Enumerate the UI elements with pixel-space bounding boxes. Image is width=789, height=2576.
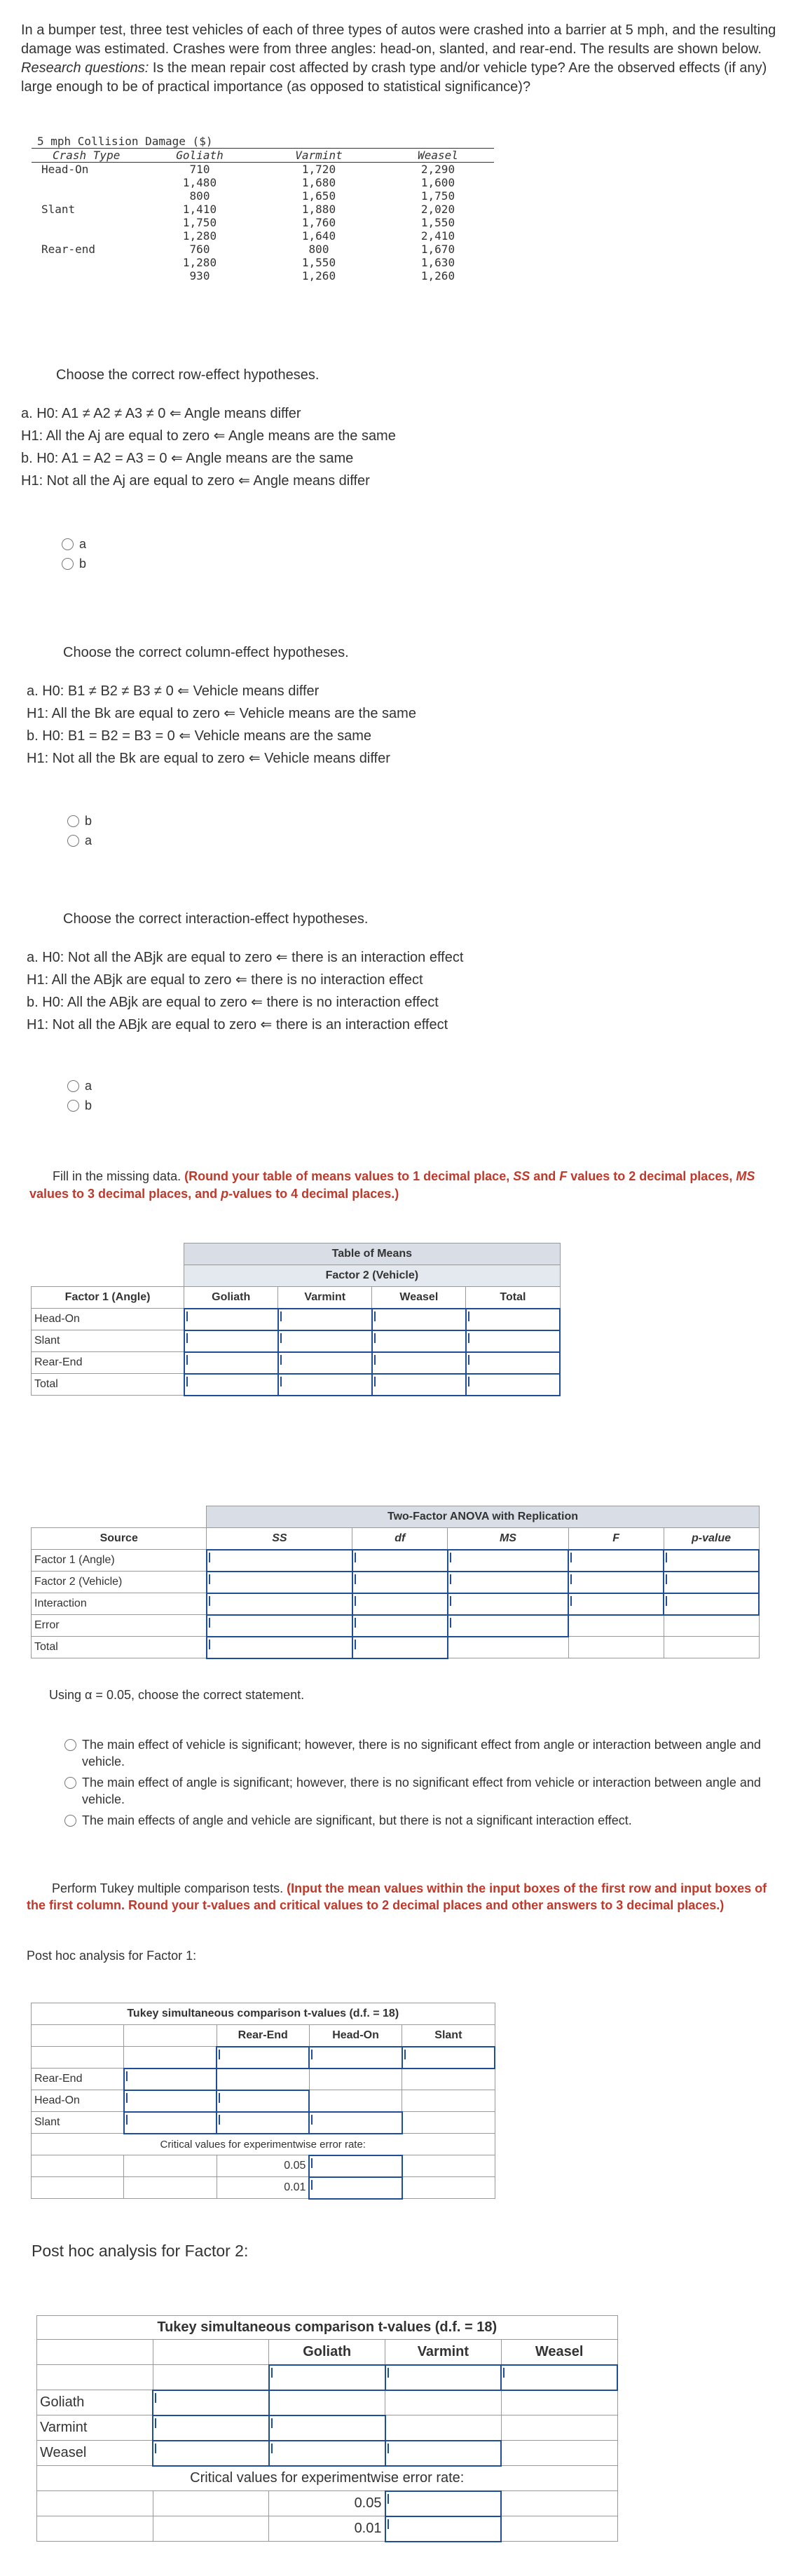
mean-value-input[interactable] bbox=[466, 1374, 560, 1396]
mean-input[interactable] bbox=[153, 2415, 269, 2441]
anova-title: Two-Factor ANOVA with Replication bbox=[207, 1506, 759, 1528]
tukey-prompt: Perform Tukey multiple comparison tests. (Input the mean values within the input boxes of the first row and input boxes of the first column. Round your t-values and critical values to 2 decimal places and other answers to 3 decimal places.) bbox=[27, 1881, 767, 1912]
mean-input[interactable] bbox=[309, 2047, 402, 2069]
interaction-effect-options bbox=[67, 1076, 92, 1115]
mean-value-input[interactable] bbox=[466, 1309, 560, 1330]
column-effect-options bbox=[67, 811, 92, 850]
radio-circle[interactable] bbox=[67, 1100, 79, 1112]
means-row: Total bbox=[32, 1374, 561, 1396]
anova-row: Interaction bbox=[32, 1593, 760, 1615]
data-table-row: 1,280 1,640 2,410 bbox=[182, 229, 455, 243]
mean-value-input[interactable] bbox=[466, 1330, 560, 1352]
anova-value-input[interactable] bbox=[352, 1637, 448, 1658]
posthoc1-label: Post hoc analysis for Factor 1: bbox=[27, 1949, 197, 1963]
column-option-a[interactable]: a bbox=[67, 831, 92, 850]
means-factor2-label: Factor 2 (Vehicle) bbox=[184, 1265, 560, 1287]
anova-row: Factor 2 (Vehicle) bbox=[32, 1572, 760, 1593]
radio-circle[interactable] bbox=[64, 1777, 76, 1789]
critical-value-input[interactable] bbox=[309, 2177, 402, 2199]
posthoc1-title: Tukey simultaneous comparison t-values (d.f. = 18) bbox=[32, 2003, 495, 2025]
data-table-row: 1,750 1,760 1,550 bbox=[182, 216, 455, 229]
mean-value-input[interactable] bbox=[278, 1309, 372, 1330]
t-value-input[interactable] bbox=[217, 2090, 309, 2112]
posthoc-row: Weasel bbox=[37, 2441, 618, 2466]
anova-value-input[interactable] bbox=[207, 1637, 352, 1658]
means-row: Slant bbox=[32, 1330, 561, 1352]
statement-option[interactable]: The main effect of angle is significant; however, there is no significant effect from vehicle or interaction between angle and vehicle. bbox=[64, 1774, 772, 1808]
data-table-row: 1,280 1,550 1,630 bbox=[182, 256, 455, 269]
anova-value-input[interactable] bbox=[568, 1572, 664, 1593]
means-title: Table of Means bbox=[184, 1243, 560, 1265]
mean-value-input[interactable] bbox=[372, 1309, 466, 1330]
mean-input[interactable] bbox=[124, 2090, 217, 2112]
fill-in-prompt: Fill in the missing data. (Round your table of means values to 1 decimal place, SS and F values to 2 decimal places, MS values to 3 decimal places, and p-values to 4 decimal places.) bbox=[29, 1169, 755, 1201]
mean-value-input[interactable] bbox=[372, 1352, 466, 1374]
anova-value-input[interactable] bbox=[448, 1593, 568, 1615]
means-row: Rear-End bbox=[32, 1352, 561, 1374]
mean-input[interactable] bbox=[217, 2047, 309, 2069]
mean-input[interactable] bbox=[402, 2047, 495, 2069]
row-option-b[interactable]: b bbox=[62, 554, 86, 573]
t-value-input[interactable] bbox=[309, 2112, 402, 2134]
mean-value-input[interactable] bbox=[184, 1309, 278, 1330]
radio-circle[interactable] bbox=[67, 835, 79, 847]
collision-data-table bbox=[32, 135, 494, 282]
table-of-means: Table of Means Factor 2 (Vehicle) Factor 1 (Angle) Goliath Varmint Weasel Total Head-On Slant Rear-End Total bbox=[31, 1243, 561, 1396]
radio-circle[interactable] bbox=[62, 538, 74, 550]
statement-option[interactable]: The main effects of angle and vehicle are significant, but there is not a significant interaction effect. bbox=[64, 1812, 772, 1829]
mean-value-input[interactable] bbox=[466, 1352, 560, 1374]
anova-value-input[interactable] bbox=[568, 1550, 664, 1572]
anova-value-input[interactable] bbox=[664, 1550, 759, 1572]
posthoc1-table: Tukey simultaneous comparison t-values (d.f. = 18) Rear-End Head-On Slant Rear-End Head-On Slant Critical values for experimentwise error rate: 0.05 0.01 bbox=[31, 2003, 495, 2200]
means-factor1-label: Factor 1 (Angle) bbox=[32, 1287, 184, 1309]
anova-row: Error bbox=[32, 1615, 760, 1637]
posthoc-row: Goliath bbox=[37, 2390, 618, 2415]
interaction-option-a[interactable]: a bbox=[67, 1076, 92, 1096]
row-effect-options bbox=[62, 534, 86, 573]
posthoc2-label: Post hoc analysis for Factor 2: bbox=[32, 2242, 249, 2260]
statement-prompt: Using α = 0.05, choose the correct statement. bbox=[49, 1688, 305, 1702]
statement-options bbox=[64, 1736, 772, 1829]
data-table-row: 1,480 1,680 1,600 bbox=[182, 176, 455, 189]
anova-value-input[interactable] bbox=[352, 1615, 448, 1637]
posthoc2-table: Tukey simultaneous comparison t-values (d.f. = 18) Goliath Varmint Weasel Goliath Varmint Weasel Critical values for experimentwise error rate: 0.05 0.01 bbox=[36, 2315, 618, 2542]
mean-input[interactable] bbox=[124, 2069, 217, 2090]
data-table-row: Rear-end 760 800 1,670 bbox=[41, 243, 455, 256]
data-table-row: 930 1,260 1,260 bbox=[189, 269, 455, 282]
anova-row: Factor 1 (Angle) bbox=[32, 1550, 760, 1572]
t-value-input[interactable] bbox=[217, 2112, 309, 2134]
data-table-row: Head-On 710 1,720 2,290 bbox=[41, 163, 455, 176]
data-table-row: Slant 1,410 1,880 2,020 bbox=[41, 203, 455, 216]
means-row: Head-On bbox=[32, 1309, 561, 1330]
critical-value-input[interactable] bbox=[385, 2516, 502, 2542]
anova-value-input[interactable] bbox=[207, 1593, 352, 1615]
row-effect-hypotheses: a. H0: A1 ≠ A2 ≠ A3 ≠ 0 ⇐ Angle means differ H1: All the Aj are equal to zero ⇐ Angle means are the same b. H0: A1 = A2 = A3 = 0 ⇐ Angle means are the same H1: Not all the Aj are equal to zero ⇐ Angle means differ bbox=[21, 406, 396, 489]
mean-input[interactable] bbox=[124, 2112, 217, 2134]
mean-input[interactable] bbox=[153, 2441, 269, 2466]
posthoc2-critical-label: Critical values for experimentwise error rate: bbox=[37, 2466, 618, 2491]
row-effect-prompt: Choose the correct row-effect hypotheses. bbox=[56, 367, 320, 383]
radio-circle[interactable] bbox=[64, 1815, 76, 1827]
anova-value-input[interactable] bbox=[207, 1615, 352, 1637]
mean-value-input[interactable] bbox=[184, 1374, 278, 1396]
mean-input[interactable] bbox=[385, 2365, 502, 2390]
radio-circle[interactable] bbox=[62, 558, 74, 570]
critical-value-input[interactable] bbox=[385, 2491, 502, 2516]
problem-statement: In a bumper test, three test vehicles of each of three types of autos were crashed into a barrier at 5 mph, and the resulting damage was estimated. Crashes were from three angles: head-on, slanted, and rear-end. The results are shown below. Research questions: Is the mean repair cost affected by crash type and/or vehicle type? Are the observed effects (if any) large enough to be of practical importance (as opposed to statistical significance)? bbox=[21, 22, 776, 95]
data-table-row: 800 1,650 1,750 bbox=[189, 189, 455, 203]
interaction-effect-hypotheses: a. H0: Not all the ABjk are equal to zero ⇐ there is an interaction effect H1: All the ABjk are equal to zero ⇐ there is no interaction effect b. H0: All the ABjk are equal to zero ⇐ there is no interaction effect H1: Not all the ABjk are equal to zero ⇐ there is an interaction effect bbox=[27, 950, 464, 1033]
data-table-caption: 5 mph Collision Damage ($) bbox=[32, 135, 494, 149]
mean-value-input[interactable] bbox=[278, 1330, 372, 1352]
anova-value-input[interactable] bbox=[352, 1593, 448, 1615]
posthoc-row: Rear-End bbox=[32, 2069, 495, 2090]
posthoc1-critical-label: Critical values for experimentwise error rate: bbox=[32, 2134, 495, 2155]
anova-value-input[interactable] bbox=[448, 1572, 568, 1593]
critical-value-input[interactable] bbox=[309, 2155, 402, 2177]
anova-value-input[interactable] bbox=[207, 1572, 352, 1593]
data-table-header: Crash Type Goliath Varmint Weasel bbox=[32, 149, 494, 163]
anova-value-input[interactable] bbox=[448, 1615, 568, 1637]
anova-value-input[interactable] bbox=[352, 1572, 448, 1593]
t-value-input[interactable] bbox=[385, 2441, 502, 2466]
anova-table: Two-Factor ANOVA with Replication Source SS df MS F p-value Factor 1 (Angle) Factor 2 (Vehicle) Interaction Error Total bbox=[31, 1506, 760, 1659]
mean-input[interactable] bbox=[153, 2390, 269, 2415]
posthoc-row: Varmint bbox=[37, 2415, 618, 2441]
radio-circle[interactable] bbox=[67, 815, 79, 827]
mean-value-input[interactable] bbox=[184, 1352, 278, 1374]
research-questions-label: Research questions: bbox=[21, 60, 149, 76]
interaction-effect-prompt: Choose the correct interaction-effect hypotheses. bbox=[63, 911, 369, 927]
mean-value-input[interactable] bbox=[278, 1374, 372, 1396]
anova-value-input[interactable] bbox=[352, 1550, 448, 1572]
radio-circle[interactable] bbox=[64, 1739, 76, 1751]
anova-value-input[interactable] bbox=[664, 1572, 759, 1593]
mean-value-input[interactable] bbox=[372, 1374, 466, 1396]
anova-value-input[interactable] bbox=[448, 1550, 568, 1572]
t-value-input[interactable] bbox=[269, 2415, 385, 2441]
mean-value-input[interactable] bbox=[372, 1330, 466, 1352]
radio-circle[interactable] bbox=[67, 1080, 79, 1092]
anova-row: Total bbox=[32, 1637, 760, 1658]
column-effect-hypotheses: a. H0: B1 ≠ B2 ≠ B3 ≠ 0 ⇐ Vehicle means differ H1: All the Bk are equal to zero ⇐ Vehicle means are the same b. H0: B1 = B2 = B3 = 0 ⇐ Vehicle means are the same H1: Not all the Bk are equal to zero ⇐ Vehicle means differ bbox=[27, 683, 416, 766]
row-option-a[interactable]: a bbox=[62, 534, 86, 554]
mean-value-input[interactable] bbox=[278, 1352, 372, 1374]
mean-input[interactable] bbox=[269, 2365, 385, 2390]
posthoc2-title: Tukey simultaneous comparison t-values (d.f. = 18) bbox=[37, 2316, 618, 2340]
column-option-b[interactable]: b bbox=[67, 811, 92, 831]
anova-value-input[interactable] bbox=[664, 1593, 759, 1615]
posthoc-row: Slant bbox=[32, 2112, 495, 2134]
mean-input[interactable] bbox=[501, 2365, 617, 2390]
mean-value-input[interactable] bbox=[184, 1330, 278, 1352]
posthoc-row: Head-On bbox=[32, 2090, 495, 2112]
statement-option[interactable]: The main effect of vehicle is significant; however, there is no significant effect from angle or interaction between angle and vehicle. bbox=[64, 1736, 772, 1770]
anova-value-input[interactable] bbox=[207, 1550, 352, 1572]
t-value-input[interactable] bbox=[269, 2441, 385, 2466]
anova-value-input[interactable] bbox=[568, 1593, 664, 1615]
interaction-option-b[interactable]: b bbox=[67, 1096, 92, 1115]
column-effect-prompt: Choose the correct column-effect hypotheses. bbox=[63, 645, 349, 660]
